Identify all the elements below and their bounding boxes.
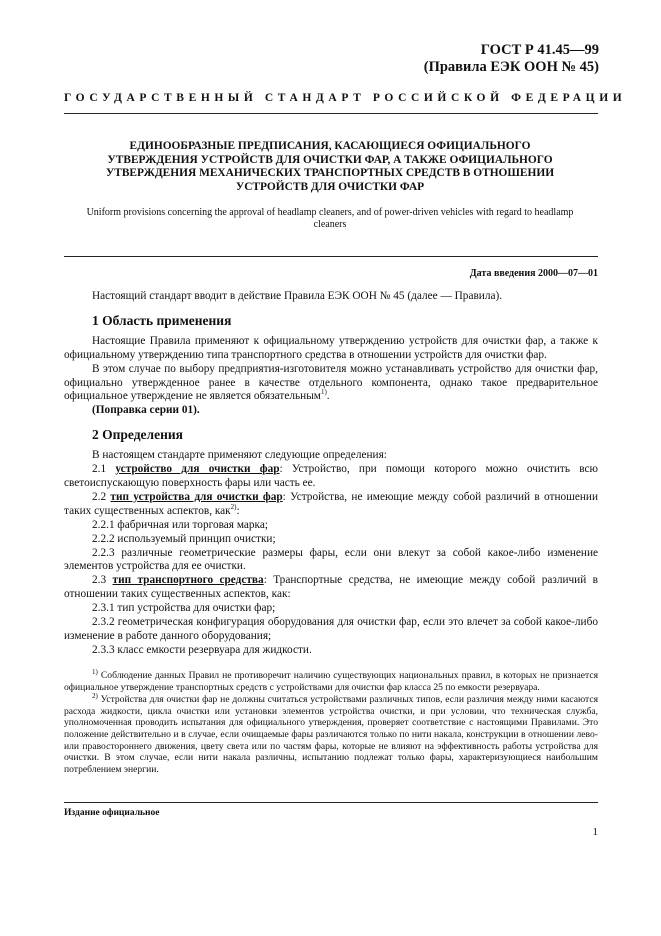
section-2-intro: В настоящем стандарте применяют следующие определения: <box>92 449 387 462</box>
footnote-2-text: Устройства для очистки фар не должны считаться устройствами различных типов, если различия между ними касаются расхода жидкости, цикла очистки или установки элементов устройства очистки, и при условии, что техническая служба, уполномоченная проводить испытания для официального утверждения, проверяет соответствие с настоящими Правилами. Это положение действительно и в случае, если очищаемые фары различаются только по нити накала, конструкции в отношении лево- или правостороннего движения, цвету света или по частям фары, которые не влияют на эффективность работы устройства для очистки. В этом случае, если нити накала различны, испытанию подлежат только фары, характеризующиеся наибольшим потреблением энергии. <box>64 694 598 775</box>
section-1-paragraph-2-text: В этом случае по выбору предприятия-изготовителя можно устанавливать устройство для очистки фар, официально утвержденное ранее в качестве отдельного компонента, однако такое предварительное официальное утверждение не является обязательным <box>64 362 598 403</box>
definition-2-2-1: 2.2.1 фабричная или торговая марка; <box>92 518 269 531</box>
clause-number: 2.1 <box>92 463 116 476</box>
page-number: 1 <box>592 826 598 838</box>
title-divider <box>64 256 598 257</box>
definition-text: : Транспортные средства, не имеющие между собой различий в отношении таких существенных аспектов, как: <box>64 574 598 601</box>
footnote-1-text: Соблюдение данных Правил не противоречит наличию существующих национальных правил, в которых не признается официальное утверждение транспортных средств с устройствами для очистки фар класса 25 по емкости резервуара. <box>64 670 598 693</box>
period: . <box>326 390 330 403</box>
english-title: Uniform provisions concerning the approval of headlamp cleaners, and of power-driven vehicles with regard to headlamp cleaners <box>86 207 574 230</box>
official-edition-label: Издание официальное <box>64 808 160 818</box>
definition-2-3-1: 2.3.1 тип устройства для очистки фар; <box>92 602 276 615</box>
intro-paragraph: Настоящий стандарт вводит в действие Правила ЕЭК ООН № 45 (далее — Правила). <box>92 290 503 302</box>
amendment-text: (Поправка серии 01). <box>92 404 200 417</box>
term-cleaner-type: тип устройства для очистки фар <box>110 490 283 503</box>
date-of-introduction: Дата введения 2000—07—01 <box>469 268 598 279</box>
term-vehicle-type: тип транспортного средства <box>112 574 264 587</box>
definition-text: : Устройство, при помощи которого можно очистить всю светоиспускающую поверхность фары или часть ее. <box>64 463 598 489</box>
footer-divider <box>64 802 598 803</box>
document-body <box>64 290 598 658</box>
term-headlamp-cleaner: устройство для очистки фар <box>115 463 280 476</box>
rules-reference: (Правила ЕЭК ООН № 45) <box>423 59 599 75</box>
document-header <box>424 42 599 76</box>
definition-2-2-3: 2.2.3 различные геометрические размеры фары, если они влекут за собой какое-либо изменение элементов устройства для ее очистки. <box>64 546 598 573</box>
clause-number: 2.3 <box>92 574 113 587</box>
definition-2-3 <box>64 574 598 602</box>
section-2-heading: 2 Определения <box>92 427 183 443</box>
definition-2-2 <box>64 491 598 519</box>
definition-text: : Устройства, не имеющие между собой различий в отношении таких существенных аспектов, как <box>64 490 598 517</box>
definition-2-1 <box>64 463 598 491</box>
section-1-paragraph-1: Настоящие Правила применяют к официальному утверждению устройств для очистки фар, а также к официальному утверждению типа транспортного средства в отношении устройств для очистки фар. <box>64 334 598 361</box>
footnote-1 <box>64 667 598 693</box>
definition-2-3-2: 2.3.2 геометрическая конфигурация оборудования для очистки фар, если это влечет за собой какое-либо изменение в работе данного оборудования; <box>64 616 598 642</box>
document-title: ЕДИНООБРАЗНЫЕ ПРЕДПИСАНИЯ, КАСАЮЩИЕСЯ ОФИЦИАЛЬНОГО УТВЕРЖДЕНИЯ УСТРОЙСТВ ДЛЯ ОЧИСТКИ ФАР, А ТАКЖЕ ОФИЦИАЛЬНОГО УТВЕРЖДЕНИЯ МЕХАНИЧЕСКИХ ТРАНСПОРТНЫХ СРЕДСТВ В ОТНОШЕНИИ УСТРОЙСТВ ДЛЯ ОЧИСТКИ ФАР <box>105 140 555 193</box>
footnote-ref-2: 2) <box>230 503 237 512</box>
footnote-2 <box>64 694 598 775</box>
section-1-paragraph-2 <box>64 363 598 405</box>
amendment-note <box>64 404 598 418</box>
section-1-heading: 1 Область применения <box>92 312 232 328</box>
definition-2-2-2: 2.2.2 используемый принцип очистки; <box>92 532 276 545</box>
footnote-mark-1: 1) <box>92 667 98 676</box>
clause-number: 2.2 <box>92 490 111 503</box>
definition-2-3-3: 2.3.3 класс емкости резервуара для жидкости. <box>92 643 312 656</box>
footnotes <box>64 667 598 776</box>
state-standard-heading: ГОСУДАРСТВЕННЫЙ СТАНДАРТ РОССИЙСКОЙ ФЕДЕРАЦИИ <box>64 92 627 104</box>
footnote-mark-2: 2) <box>92 692 98 700</box>
footnote-ref-1: 1) <box>320 388 327 397</box>
colon: : <box>236 504 240 517</box>
gost-number: ГОСТ Р 41.45—99 <box>480 42 599 58</box>
header-divider <box>64 113 598 114</box>
